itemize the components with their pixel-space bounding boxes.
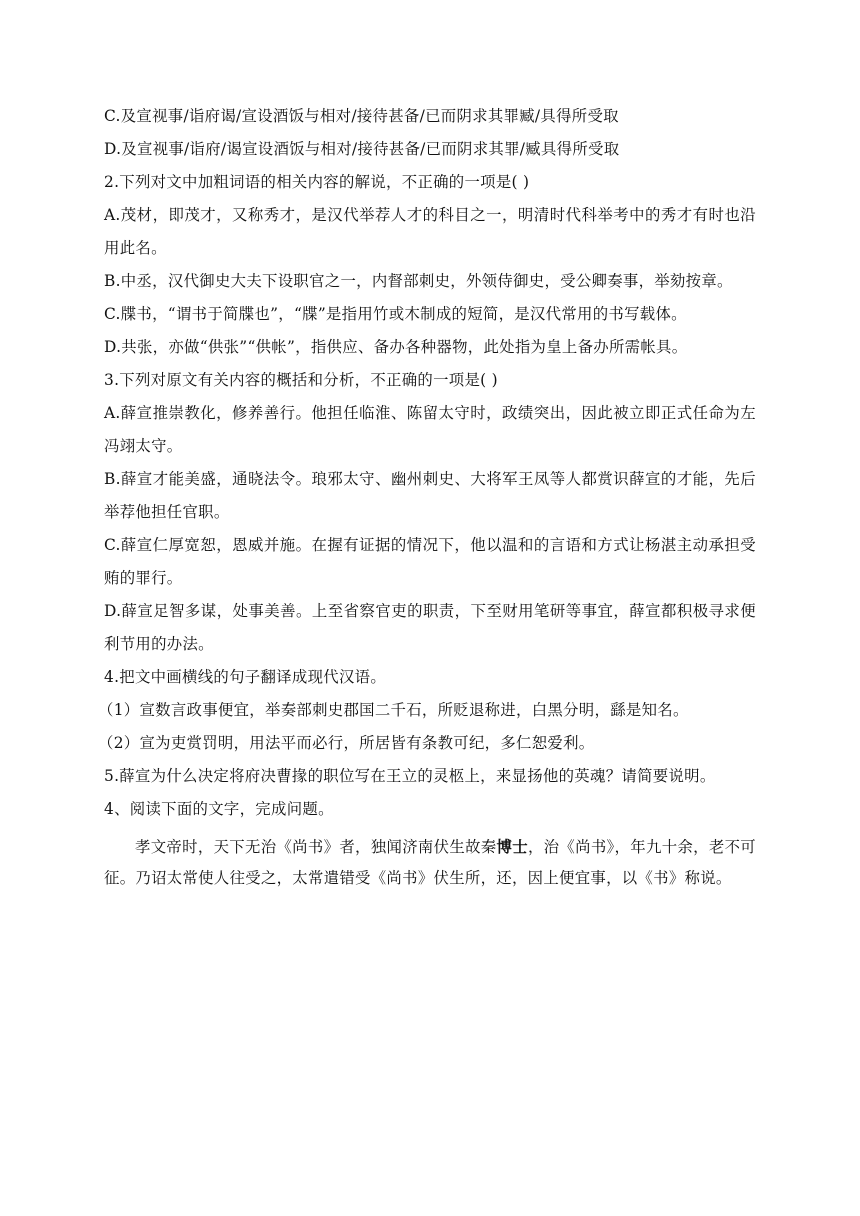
option-2d: D.共张，亦做“供张”“供帐”，指供应、备办各种器物，此处指为皇上备办所需帐具。 <box>104 338 688 356</box>
reading-passage <box>104 832 756 894</box>
question-3: 3.下列对原文有关内容的概括和分析，不正确的一项是( ) <box>104 371 498 389</box>
question-5: 5.薛宣为什么决定将府决曹掾的职位写在王立的灵柩上，来显扬他的英魂？请简要说明。 <box>104 767 716 785</box>
passage-bold-term: 博士 <box>496 838 528 856</box>
option-3a: A.薛宣推崇教化，修养善行。他担任临淮、陈留太守时，政绩突出，因此被立即正式任命为左冯翊太守。 <box>104 404 756 455</box>
question-2: 2.下列对文中加粗词语的相关内容的解说，不正确的一项是( ) <box>104 173 530 191</box>
passage-text-end: ，治《尚书》，年九十余，老不可征。乃诏太常使人往受之，太常遣错受《尚书》伏生所，还，因上便宜事，以《书》称说。 <box>104 838 756 887</box>
option-1c: C.及宣视事/诣府谒/宣设酒饭与相对/接待甚备/已而阴求其罪臧/具得所受取 <box>104 107 619 125</box>
option-3d: D.薛宣足智多谋，处事美善。上至省察官吏的职责，下至财用笔研等事宜，薛宣都积极寻求便利节用的办法。 <box>104 602 756 653</box>
option-3b: B.薛宣才能美盛，通晓法令。琅邪太守、幽州刺史、大将军王凤等人都赏识薛宣的才能，先后举荐他担任官职。 <box>104 470 756 521</box>
question-4-sentence-2: （2）宣为吏赏罚明，用法平而必行，所居皆有条教可纪，多仁恕爱利。 <box>98 734 595 752</box>
option-2b: B.中丞，汉代御史大夫下设职官之一，内督部刺史，外领侍御史，受公卿奏事，举劾按章。 <box>104 272 733 290</box>
question-4: 4.把文中画横线的句子翻译成现代汉语。 <box>104 668 387 686</box>
document-page <box>98 100 756 894</box>
option-2a: A.茂材，即茂才，又称秀才，是汉代举荐人才的科目之一，明清时代科举考中的秀才有时也沿用此名。 <box>104 206 756 257</box>
option-1d: D.及宣视事/诣府/谒宣设酒饭与相对/接待甚备/已而阴求其罪/臧具得所受取 <box>104 140 620 158</box>
passage-text-start: 孝文帝时，天下无治《尚书》者，独闻济南伏生故秦 <box>135 838 497 856</box>
question-4-sentence-1: （1）宣数言政事便宜，举奏部刺史郡国二千石，所贬退称进，白黑分明，繇是知名。 <box>98 701 689 719</box>
section-4-heading: 4、阅读下面的文字，完成问题。 <box>104 800 334 818</box>
option-2c: C.牒书，“谓书于简牒也”，“牒”是指用竹或木制成的短简，是汉代常用的书写载体。 <box>104 305 687 323</box>
option-3c: C.薛宣仁厚宽恕，恩威并施。在握有证据的情况下，他以温和的言语和方式让杨湛主动承担受贿的罪行。 <box>104 536 756 587</box>
